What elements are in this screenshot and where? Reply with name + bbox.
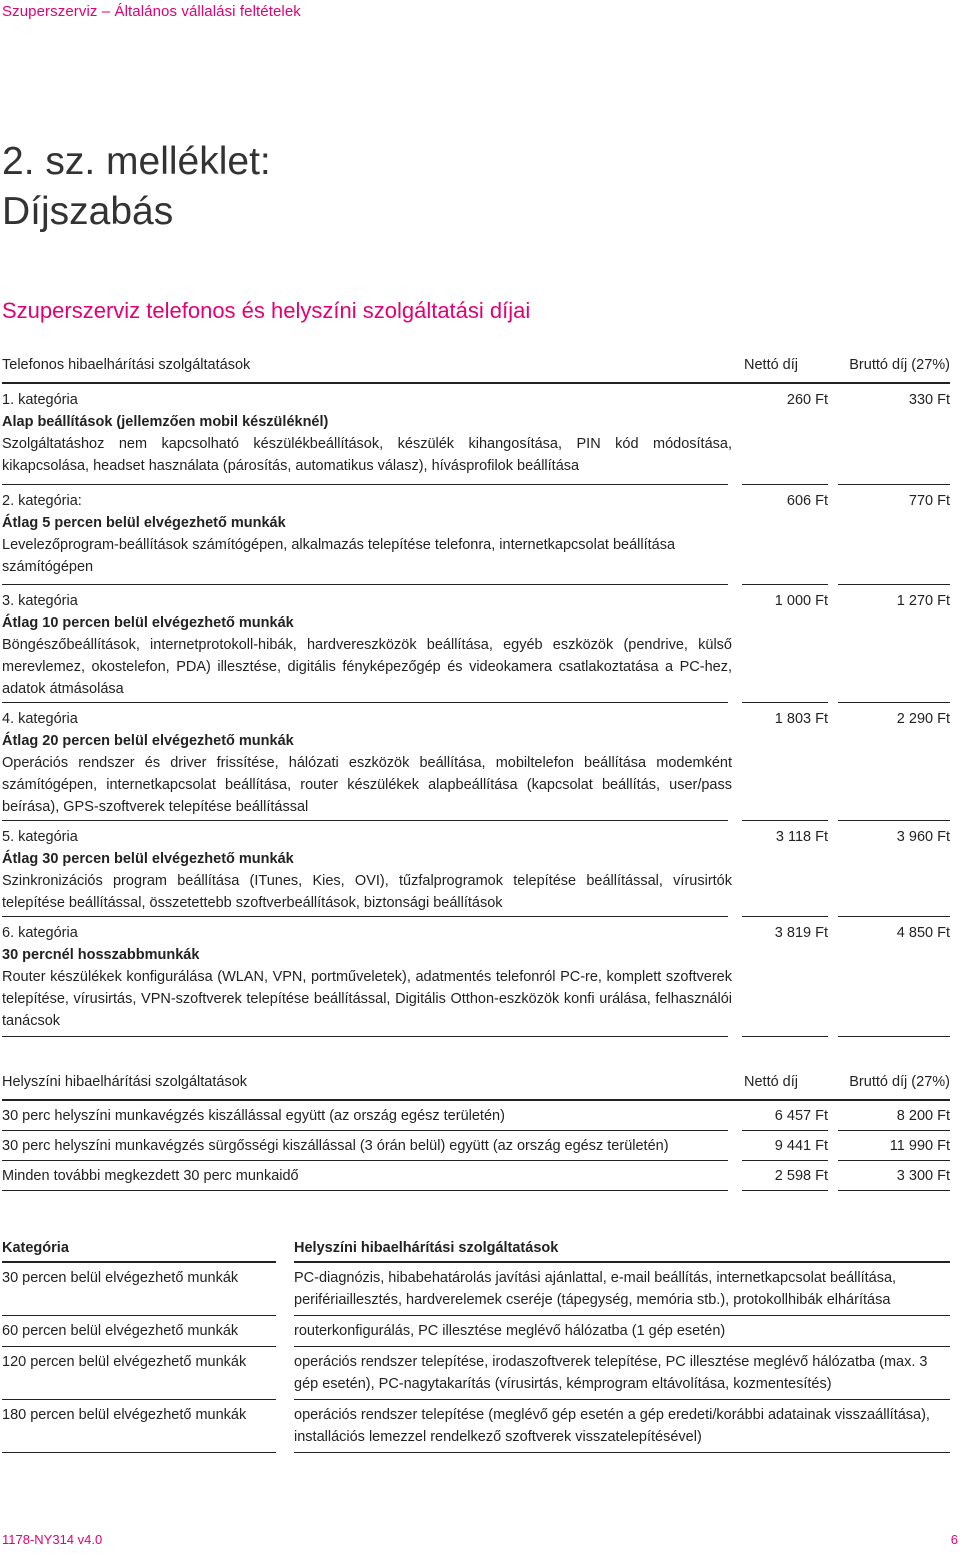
onsite-row xyxy=(2,1131,950,1161)
phone-table-header xyxy=(2,352,950,384)
onsite-net-price: 6 457 Ft xyxy=(774,1108,828,1124)
time-category: 180 percen belül elvégezhető munkák xyxy=(2,1407,247,1423)
onsite-header-service: Helyszíni hibaelhárítási szolgáltatások xyxy=(2,1074,248,1090)
onsite-row xyxy=(2,1161,950,1191)
category-net-price: 1 803 Ft xyxy=(774,711,828,727)
footer-document-code: 1178-NY314 v4.0 xyxy=(2,1532,103,1547)
onsite-net-price: 9 441 Ft xyxy=(774,1138,828,1154)
onsite-description: 30 perc helyszíni munkavégzés sürgősségi kiszállással (3 órán belül) együtt (az ország egész területén) xyxy=(2,1138,669,1154)
category-gross-price: 1 270 Ft xyxy=(896,593,950,609)
category-description: Szinkronizációs program beállítása (ITunes, Kies, OVI), tűzfalprogramok telepítése beállítással, vírusirtók telepítése beállítással, összetettebb szoftverbeállítások, biztonsági beállítások xyxy=(2,873,732,911)
category-services-row xyxy=(2,1400,950,1453)
category-gross-price: 330 Ft xyxy=(908,392,950,408)
category-title: Átlag 20 percen belül elvégezhető munkák xyxy=(2,733,294,749)
phone-header-gross: Bruttó díj (27%) xyxy=(849,357,950,373)
category-title: Átlag 5 percen belül elvégezhető munkák xyxy=(2,515,286,531)
phone-header-net: Nettó díj xyxy=(744,357,798,373)
onsite-table-header xyxy=(2,1069,950,1101)
category-services-row xyxy=(2,1263,950,1316)
category-gross-price: 4 850 Ft xyxy=(896,925,950,941)
services-description: operációs rendszer telepítése (meglévő gép esetén a gép eredeti/korábbi adatainak visszaállítása), installációs lemezzel rendelkező szoftverek visszatelepítésével) xyxy=(294,1407,930,1445)
category-label: 1. kategória xyxy=(2,392,78,408)
onsite-description: Minden további megkezdett 30 perc munkaidő xyxy=(2,1168,299,1184)
time-category: 30 percen belül elvégezhető munkák xyxy=(2,1270,239,1286)
category-table-header xyxy=(2,1233,950,1263)
category-services-row xyxy=(2,1316,950,1347)
category-header: Kategória xyxy=(2,1240,69,1256)
running-header: Szuperszerviz – Általános vállalási feltételek xyxy=(2,3,301,20)
category-net-price: 3 819 Ft xyxy=(774,925,828,941)
page-title-line-1: 2. sz. melléklet: xyxy=(2,140,271,183)
footer-page-number: 6 xyxy=(950,1532,958,1547)
category-row-2 xyxy=(2,485,950,585)
category-label: 6. kategória xyxy=(2,925,78,941)
category-gross-price: 2 290 Ft xyxy=(896,711,950,727)
category-description: Szolgáltatáshoz nem kapcsolható készülékbeállítások, készülék kihangosítása, PIN kód módosítása, kikapcsolása, headset használata (párosítás, automatikus válasz), hívásprofilok beállítása xyxy=(2,436,732,474)
category-description: Router készülékek konfigurálása (WLAN, VPN, portműveletek), adatmentés telefonról PC-re, komplett szoftverek telepítése, vírusirtás, VPN-szoftverek telepítése beállítással, Digitális Otthon-eszközök konfi urálása, felhasználói tanácsok xyxy=(2,969,732,1029)
category-net-price: 3 118 Ft xyxy=(775,829,828,845)
category-label: 4. kategória xyxy=(2,711,78,727)
category-net-price: 260 Ft xyxy=(786,392,828,408)
onsite-header-net: Nettó díj xyxy=(744,1074,798,1090)
onsite-gross-price: 8 200 Ft xyxy=(896,1108,950,1124)
category-label: 3. kategória xyxy=(2,593,78,609)
category-row-3 xyxy=(2,585,950,703)
time-category: 120 percen belül elvégezhető munkák xyxy=(2,1354,247,1370)
category-label: 2. kategória: xyxy=(2,493,82,509)
onsite-row xyxy=(2,1101,950,1131)
services-description: routerkonfigurálás, PC illesztése meglévő hálózatba (1 gép esetén) xyxy=(294,1323,726,1339)
onsite-gross-price: 11 990 Ft xyxy=(889,1138,950,1154)
onsite-gross-price: 3 300 Ft xyxy=(896,1168,950,1184)
onsite-description: 30 perc helyszíni munkavégzés kiszállással együtt (az ország egész területén) xyxy=(2,1108,505,1124)
phone-pricing-table xyxy=(2,352,950,1037)
phone-header-service: Telefonos hibaelhárítási szolgáltatások xyxy=(2,357,251,373)
category-title: Átlag 30 percen belül elvégezhető munkák xyxy=(2,851,294,867)
onsite-net-price: 2 598 Ft xyxy=(774,1168,828,1184)
category-net-price: 606 Ft xyxy=(786,493,828,509)
category-description: Operációs rendszer és driver frissítése, hálózati eszközök beállítása, mobiltelefon beállítása modemként számítógépen, internetkapcsolat beállítása, router készülékek alapbeállítása (kapcsolat beállítás, user/pass beírása), GPS-szoftverek telepítése beállítással xyxy=(2,755,732,815)
page-title-line-2: Díjszabás xyxy=(2,190,174,233)
category-services-row xyxy=(2,1347,950,1400)
onsite-pricing-table xyxy=(2,1069,950,1191)
category-title: Alap beállítások (jellemzően mobil készüléknél) xyxy=(2,414,329,430)
category-net-price: 1 000 Ft xyxy=(774,593,828,609)
category-description: Böngészőbeállítások, internetprotokoll-hibák, hardvereszközök beállítása, egyéb eszközök (pendrive, külső merevlemez, okostelefon, PDA) illesztése, digitális fényképezőgép és videokamera csatlakoztatása a PC-hez, adatok átmásolása xyxy=(2,637,732,697)
time-category: 60 percen belül elvégezhető munkák xyxy=(2,1323,239,1339)
services-header: Helyszíni hibaelhárítási szolgáltatások xyxy=(294,1240,559,1256)
services-description: PC-diagnózis, hibabehatárolás javítási ajánlattal, e-mail beállítás, internetkapcsolat beállítása, perifériaillesztés, hardverelemek cseréje (tápegység, memória stb.), protokollhibák elhárítása xyxy=(294,1270,897,1308)
category-row-6 xyxy=(2,917,950,1037)
services-description: operációs rendszer telepítése, irodaszoftverek telepítése, PC illesztése meglévő hálózatba (max. 3 gép esetén), PC-nagytakarítás (vírusirtás, kémprogram eltávolítása, kozmentesítés) xyxy=(294,1354,928,1392)
category-title: 30 percnél hosszabbmunkák xyxy=(2,947,200,963)
category-services-table xyxy=(2,1233,950,1453)
category-gross-price: 3 960 Ft xyxy=(896,829,950,845)
category-row-1 xyxy=(2,384,950,485)
category-row-4 xyxy=(2,703,950,821)
category-title: Átlag 10 percen belül elvégezhető munkák xyxy=(2,615,294,631)
category-row-5 xyxy=(2,821,950,917)
category-label: 5. kategória xyxy=(2,829,78,845)
category-description: Levelezőprogram-beállítások számítógépen, alkalmazás telepítése telefonra, internetkapcsolat beállítása számítógépen xyxy=(2,537,676,575)
page-title xyxy=(2,137,271,237)
onsite-header-gross: Bruttó díj (27%) xyxy=(849,1074,950,1090)
category-gross-price: 770 Ft xyxy=(908,493,950,509)
section-title: Szuperszerviz telefonos és helyszíni szolgáltatási díjai xyxy=(2,298,531,323)
